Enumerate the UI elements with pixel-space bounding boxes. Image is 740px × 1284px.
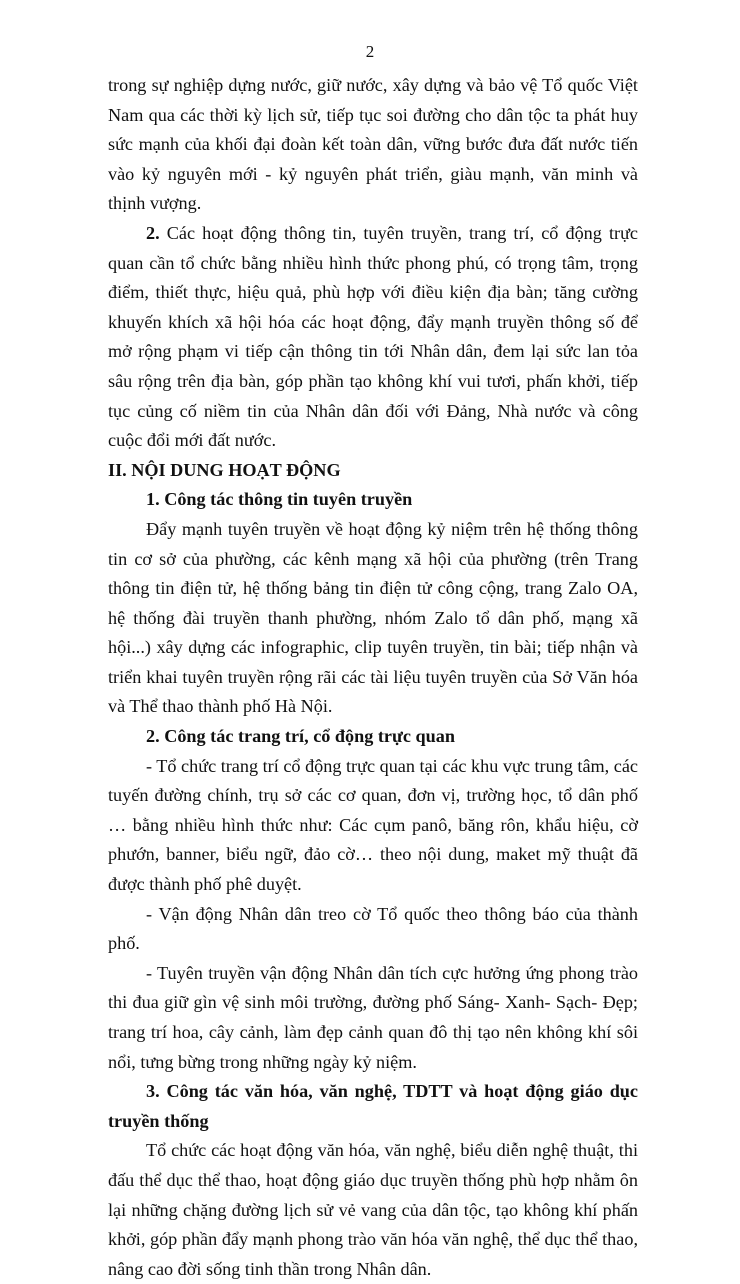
paragraph-information: Đẩy mạnh tuyên truyền về hoạt động kỷ niệm trên hệ thống thông tin cơ sở của phường, các kênh mạng xã hội của phường (trên Trang thông tin điện tử, hệ thống bảng tin điện tử công cộng, trang Zalo OA, hệ thống đài truyền thanh phường, nhóm Zalo tổ dân phố, mạng xã hội...) xây dựng các infographic, clip tuyên truyền, tin bài; tiếp nhận và triển khai tuyên truyền rộng rãi các tài liệu tuyên truyền của Sở Văn hóa và Thể thao thành phố Hà Nội. (108, 518, 638, 717)
paragraph-culture: Tổ chức các hoạt động văn hóa, văn nghệ, biểu diễn nghệ thuật, thi đấu thể dục thể thao, hoạt động giáo dục truyền thống phù hợp nhằm ôn lại những chặng đường lịch sử vẻ vang của dân tộc, tạo không khí phấn khởi, góp phần đẩy mạnh phong trào văn hóa văn nghệ, thể dục thể thao, nâng cao đời sống tinh thần trong Nhân dân. (108, 1140, 638, 1279)
paragraph-decoration-1: - Tổ chức trang trí cổ động trực quan tại các khu vực trung tâm, các tuyến đường chính, trụ sở các cơ quan, đơn vị, trường học, tổ dân phố … bằng nhiều hình thức như: Các cụm panô, băng rôn, khẩu hiệu, cờ phướn, banner, biểu ngữ, đảo cờ… theo nội dung, maket mỹ thuật đã được thành phố phê duyệt. (108, 755, 638, 895)
paragraph-continuation: trong sự nghiệp dựng nước, giữ nước, xây dựng và bảo vệ Tổ quốc Việt Nam qua các thời kỳ lịch sử, tiếp tục soi đường cho dân tộc ta phát huy sức mạnh của khối đại đoàn kết toàn dân, vững bước đưa đất nước tiến vào kỷ nguyên mới - kỷ nguyên phát triển, giàu mạnh, văn minh và thịnh vượng. (108, 75, 638, 214)
subheading-culture: 3. Công tác văn hóa, văn nghệ, TDTT và hoạt động giáo dục truyền thống (108, 1081, 638, 1131)
page-number: 2 (365, 42, 375, 61)
document-body (108, 71, 638, 1284)
subheading-decoration: 2. Công tác trang trí, cổ động trực quan (146, 726, 455, 747)
subheading-information: 1. Công tác thông tin tuyên truyền (146, 489, 413, 510)
item-number: 2. (146, 222, 160, 243)
item-text: Các hoạt động thông tin, tuyên truyền, trang trí, cổ động trực quan cần tổ chức bằng nhiều hình thức phong phú, có trọng tâm, trọng điểm, thiết thực, hiệu quả, phù hợp với điều kiện địa bàn; tăng cường khuyến khích xã hội hóa các hoạt động, đẩy mạnh truyền thông số để mở rộng phạm vi tiếp cận thông tin tới Nhân dân, đem lại sức lan tỏa sâu rộng trên địa bàn, góp phần tạo không khí vui tươi, phấn khởi, tiếp tục củng cố niềm tin của Nhân dân đối với Đảng, Nhà nước và công cuộc đổi mới đất nước. (108, 222, 638, 451)
section-heading: II. NỘI DUNG HOẠT ĐỘNG (108, 459, 341, 480)
paragraph-decoration-2: - Vận động Nhân dân treo cờ Tổ quốc theo thông báo của thành phố. (108, 903, 638, 954)
paragraph-decoration-3: - Tuyên truyền vận động Nhân dân tích cực hưởng ứng phong trào thi đua giữ gìn vệ sinh môi trường, đường phố Sáng- Xanh- Sạch- Đẹp; trang trí hoa, cây cảnh, làm đẹp cảnh quan đô thị tạo nên không khí sôi nổi, tưng bừng trong những ngày kỷ niệm. (108, 962, 638, 1072)
paragraph-item-2 (108, 219, 638, 456)
